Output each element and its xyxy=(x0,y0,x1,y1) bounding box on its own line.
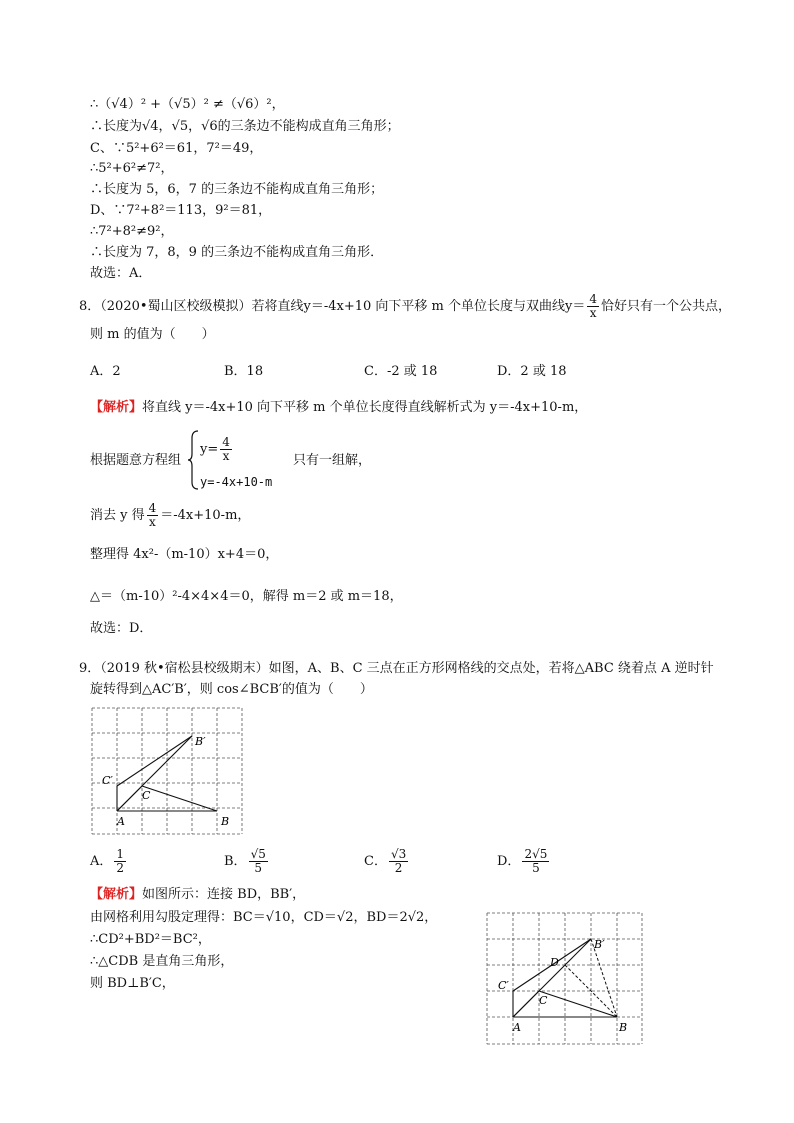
q9-option-d xyxy=(497,848,551,875)
label-a: A xyxy=(117,815,125,828)
q9-option-d-frac xyxy=(522,848,549,875)
q9-option-b xyxy=(224,848,270,875)
q8-fraction xyxy=(587,293,599,320)
q9-solution-4: ∴△CDB 是直角三角形， xyxy=(90,954,234,969)
q9-solution-tag: 【解析】 xyxy=(90,887,143,902)
q9-option-a-prefix: A． xyxy=(90,854,113,869)
q8-option-c: C．-2 或 18 xyxy=(364,364,438,379)
q9-option-a xyxy=(90,848,128,875)
system-eq-1-frac xyxy=(220,436,232,463)
q8-solution-3-frac xyxy=(147,502,159,529)
brace-icon xyxy=(188,430,200,490)
q9-stem-a: 9．（2019 秋•宿松县校级期末）如图，A、B、C 三点在正方形网格线的交点处，若将△ABC 绕着点 A 逆时针 xyxy=(79,661,714,676)
q8-option-b: B．18 xyxy=(224,364,264,379)
q9-option-b-frac xyxy=(249,848,268,875)
q8-solution-1 xyxy=(90,399,587,417)
q8-option-d: D．2 或 18 xyxy=(497,364,567,379)
q9-option-a-den: 2 xyxy=(116,861,125,875)
q9-solution-text-1: 如图所示：连接 BD，BB′， xyxy=(142,887,306,902)
segment-cb xyxy=(142,786,217,811)
segment-a-bp-2 xyxy=(513,939,591,1017)
prev-line-6: D、∵7²+8²＝113，9²＝81， xyxy=(90,203,272,218)
q9-option-c-radicand: 3 xyxy=(398,847,407,861)
q8-stem-a: 8．（2020•蜀山区校级模拟）若将直线y＝-4x+10 向下平移 m 个单位长度与双曲线y＝ xyxy=(79,299,586,314)
q8-solution-3a: 消去 y 得 xyxy=(90,508,145,523)
q9-option-c-frac xyxy=(389,848,408,875)
system-eq-1-lhs: y= xyxy=(200,442,219,457)
q9-option-c-den: 2 xyxy=(394,861,403,875)
label-c: C xyxy=(142,789,151,802)
q8-frac-num: 4 xyxy=(589,292,598,306)
q8-solution-3-den: x xyxy=(149,515,156,529)
prev-line-3: C、∵5²+6²＝61，7²＝49， xyxy=(90,141,263,156)
q9-option-b-den: 5 xyxy=(254,861,263,875)
q9-option-c-num: √3 xyxy=(390,847,407,861)
q8-option-a: A．2 xyxy=(90,364,121,379)
label-b-prime: B′ xyxy=(195,735,206,748)
q9-option-d-num: 2√5 xyxy=(524,847,548,861)
label-b: B xyxy=(221,815,230,828)
q8-frac-den: x xyxy=(589,306,597,320)
system-eq-1-den: x xyxy=(222,449,230,463)
label-c-prime-2: C′ xyxy=(498,979,509,992)
grid-lines xyxy=(92,708,242,834)
q8-solution-4: 整理得 4x²-（m-10）x+4＝0， xyxy=(90,547,279,562)
q9-solution-1 xyxy=(90,886,305,904)
prev-line-5: ∴长度为 5，6，7 的三条边不能构成直角三角形； xyxy=(90,182,384,197)
label-c-2: C xyxy=(539,994,548,1007)
prev-line-2: ∴长度为√4，√5，√6的三条边不能构成直角三角形； xyxy=(90,119,400,134)
system-eq-1-num: 4 xyxy=(222,435,230,449)
q9-solution-2: 由网格利用勾股定理得：BC＝√10，CD＝√2，BD＝2√2， xyxy=(90,910,438,925)
q8-solution-5: △＝（m-10）²-4×4×4＝0，解得 m＝2 或 m＝18， xyxy=(90,589,403,604)
q8-solution-3 xyxy=(90,502,250,529)
q9-option-b-num: √5 xyxy=(250,847,266,861)
q8-solution-3-num: 4 xyxy=(148,501,157,515)
q9-solution-5: 则 BD⊥B′C， xyxy=(90,976,175,991)
label-b-prime-2: B′ xyxy=(594,938,605,951)
q8-stem-b: 恰好只有一个公共点， xyxy=(601,299,732,314)
q8-solution-text-1: 将直线 y＝-4x+10 向下平移 m 个单位长度得直线解析式为 y＝-4x+10-m， xyxy=(142,400,588,415)
q9-solution-3: ∴CD²+BD²＝BC²， xyxy=(90,932,211,947)
label-d: D xyxy=(550,956,559,969)
q9-grid-figure xyxy=(88,704,250,838)
q8-system-intro: 根据题意方程组 xyxy=(90,453,182,468)
q9-option-c xyxy=(364,848,410,875)
q8-stem-c: 则 m 的值为（ ） xyxy=(90,327,215,342)
q9-stem-b: 旋转得到△AC′B′，则 cos∠BCB′的值为（ ） xyxy=(90,682,373,697)
prev-line-8: ∴长度为 7，8，9 的三条边不能构成直角三角形． xyxy=(90,245,384,260)
prev-line-7: ∴7²+8²≠9²， xyxy=(90,224,174,239)
q9-option-c-prefix: C． xyxy=(364,854,387,869)
label-b-2: B xyxy=(619,1021,628,1034)
q8-system-outro: 只有一组解， xyxy=(293,453,372,468)
segment-cp-bp xyxy=(117,736,192,786)
q9-option-b-prefix: B． xyxy=(224,854,247,869)
q9-option-d-den: 5 xyxy=(532,861,540,875)
q9-option-a-num: 1 xyxy=(116,847,125,861)
segment-cb-2 xyxy=(539,991,617,1017)
q9-solution-figure xyxy=(484,910,646,1048)
q8-solution-tag: 【解析】 xyxy=(90,400,143,415)
system-eq-1 xyxy=(200,436,234,463)
system-eq-2: y=-4x+10-m xyxy=(200,475,273,489)
prev-line-4: ∴5²+6²≠7²， xyxy=(90,161,174,176)
prev-line-1: ∴（√4）² +（√5）² ≠（√6）²， xyxy=(90,97,285,112)
q8-solution-3b: ＝-4x+10-m， xyxy=(160,508,251,523)
q8-stem xyxy=(79,293,731,320)
q8-solution-6: 故选：D． xyxy=(90,621,153,636)
q9-option-a-frac xyxy=(114,848,126,875)
q9-option-d-prefix: D． xyxy=(497,854,521,869)
prev-line-9: 故选：A． xyxy=(90,266,152,281)
label-a-2: A xyxy=(513,1021,521,1034)
q9-option-b-radicand: 5 xyxy=(258,847,266,861)
segment-a-bp xyxy=(117,736,192,811)
label-c-prime: C′ xyxy=(102,774,113,787)
